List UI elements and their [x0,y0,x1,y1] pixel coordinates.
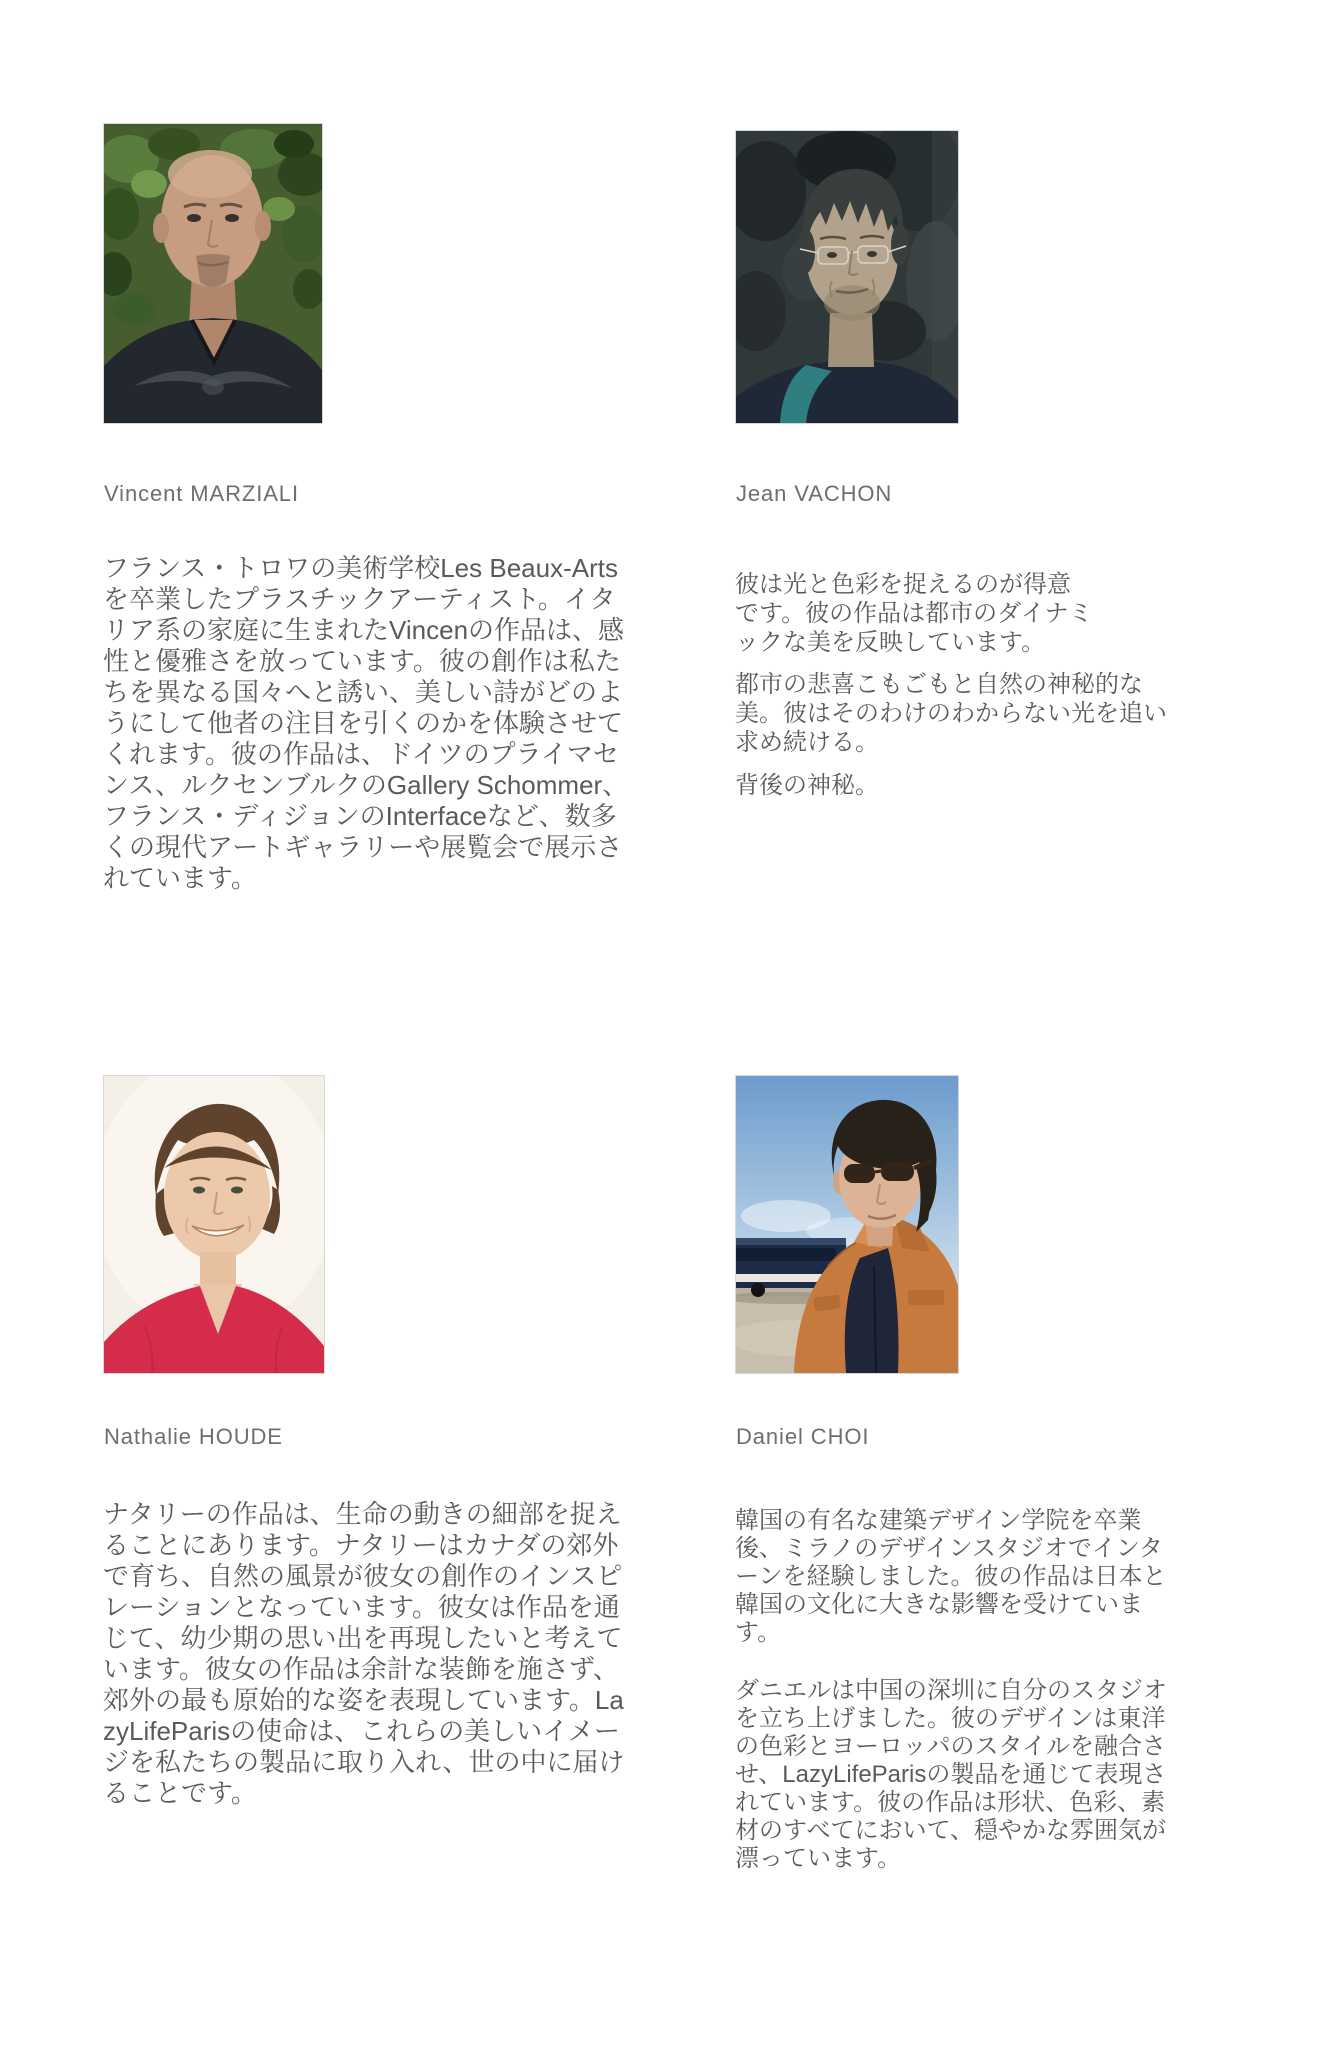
bio-nathalie-paragraph-1: ナタリーの作品は、生命の動きの細部を捉えることにあります。ナタリーはカナダの郊外で育ち、自然の風景が彼女の創作のインスピレーションとなっています。彼女は作品を通じて、幼少期の思い出を再現したいと考えています。彼女の作品は余計な装飾を施さず、郊外の最も原始的な姿を表現しています。LazyLifeParisの使命は、これらの美しいイメージを私たちの製品に取り入れ、世の中に届けることです。 [103,1499,625,1808]
bio-jean-paragraph-1: 彼は光と色彩を捉えるのが得意です。彼の作品は都市のダイナミックな美を反映しています。 [735,571,1093,656]
bio-daniel [735,1507,1175,1873]
photo-daniel-choi [735,1075,959,1374]
bio-jean-paragraph-3: 背後の神秘。 [735,772,879,799]
bio-daniel-paragraph-1: 韓国の有名な建築デザイン学院を卒業後、ミラノのデザインスタジオでインターンを経験しました。彼の作品は日本と韓国の文化に大きな影響を受けています。 [735,1507,1167,1646]
artist-name-jean: Jean VACHON [736,481,893,506]
bio-jean-paragraph-2: 都市の悲喜こもごもと自然の神秘的な美。彼はそのわけのわからない光を追い求め続ける。 [735,671,1167,756]
photo-vincent-marziali [103,123,323,424]
bio-vincent [103,553,636,894]
bio-jean [735,570,1187,800]
bio-vincent-paragraph-1: フランス・トロワの美術学校Les Beaux-Artsを卒業したプラスチックアーティスト。イタリア系の家庭に生まれたVincenの作品は、感性と優雅さを放っています。彼の創作は私たちを異なる国々へと誘い、美しい詩がどのようにして他者の注目を引くのかを体験させてくれます。彼の作品は、ドイツのプライマセンス、ルクセンブルクのGallery Schommer、フランス・ディジョンのInterfaceなど、数多くの現代アートギャラリーや展覧会で展示されています。 [103,553,629,893]
photo-nathalie-houde [103,1075,325,1374]
bio-nathalie [103,1499,636,1809]
artist-name-daniel: Daniel CHOI [736,1424,870,1449]
artist-name-nathalie: Nathalie HOUDE [104,1424,283,1449]
artist-name-vincent: Vincent MARZIALI [104,481,299,506]
photo-jean-vachon [735,130,959,424]
bio-daniel-paragraph-2: ダニエルは中国の深圳に自分のスタジオを立ち上げました。彼のデザインは東洋の色彩とヨーロッパのスタイルを融合させ、LazyLifeParisの製品を通じて表現されています。彼の作品は形状、色彩、素材のすべてにおいて、穏やかな雰囲気が漂っています。 [735,1677,1167,1872]
